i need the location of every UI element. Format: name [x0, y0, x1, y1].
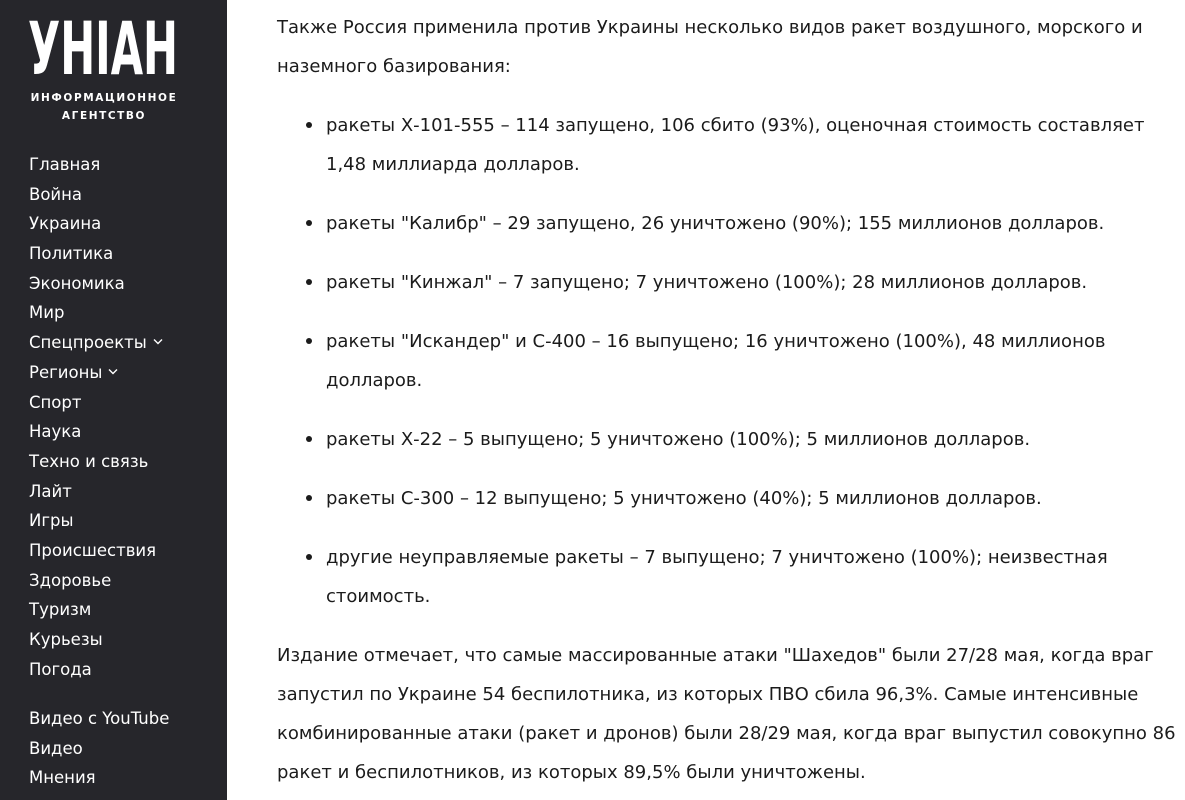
list-item: ракеты Х-101-555 – 114 запущено, 106 сбито (93%), оценочная стоимость составляет 1,48 миллиарда долларов. — [277, 106, 1177, 184]
unian-logo — [27, 0, 179, 92]
sidebar-item-label: Мир — [29, 303, 65, 323]
sidebar-item-label: Спецпроекты — [29, 333, 147, 353]
chevron-down-icon[interactable] — [108, 368, 118, 375]
sidebar-item-label: Спорт — [29, 392, 82, 412]
sidebar-item-label: Лайт — [29, 481, 72, 501]
sidebar-item-label: Туризм — [29, 600, 92, 620]
article-body — [277, 8, 1177, 792]
sidebar-item-label: Наука — [29, 422, 82, 442]
sidebar-item-label: Украина — [29, 214, 102, 234]
chevron-down-icon[interactable] — [153, 338, 163, 345]
list-item: ракеты "Кинжал" – 7 запущено; 7 уничтожено (100%); 28 миллионов долларов. — [277, 263, 1177, 302]
list-item: ракеты С-300 – 12 выпущено; 5 уничтожено (40%); 5 миллионов долларов. — [277, 479, 1177, 518]
missile-list — [277, 106, 1177, 616]
sidebar-item-4[interactable] — [29, 269, 163, 299]
sidebar-item-label: Здоровье — [29, 570, 112, 590]
sidebar-item-label: Игры — [29, 511, 74, 531]
sidebar-item-label: Погода — [29, 659, 92, 679]
sidebar-item-17[interactable] — [29, 655, 163, 685]
sidebar-item-10[interactable] — [29, 447, 163, 477]
article-intro: Также Россия применила против Украины несколько видов ракет воздушного, морского и наземного базирования: — [277, 17, 1143, 77]
logo-subtitle-line2: АГЕНТСТВО — [61, 110, 147, 122]
sidebar-item-label: Политика — [29, 244, 114, 264]
sidebar-item-2[interactable] — [29, 209, 163, 239]
sidebar-item-3[interactable] — [29, 239, 163, 269]
sidebar-item-6[interactable] — [29, 328, 163, 358]
sidebar-item-8[interactable] — [29, 388, 163, 418]
list-item: ракеты "Калибр" – 29 запущено, 26 уничтожено (90%); 155 миллионов долларов. — [277, 204, 1177, 243]
sidebar-secondary-item-0[interactable]: Видео с YouTube — [29, 709, 170, 728]
logo-subtitle — [30, 89, 178, 125]
sidebar-secondary-item-1[interactable]: Видео — [29, 738, 83, 758]
sidebar-item-label: Происшествия — [29, 540, 157, 560]
sidebar-item-label: Техно и связь — [29, 451, 149, 471]
article-paragraph: Издание отмечает, что самые массированные атаки "Шахедов" были 27/28 мая, когда враг запустил по Украине 54 беспилотника, из которых ПВО сбила 96,3%. Самые интенсивные комбинированные атаки (ракет и дронов) были 28/29 мая, когда враг выпустил совокупно 86 ракет и беспилотников, из которых 89,5% были уничтожены. — [277, 645, 1176, 783]
main-nav — [29, 150, 163, 684]
sidebar-item-label: Регионы — [29, 362, 103, 382]
sidebar-item-14[interactable] — [29, 566, 163, 596]
sidebar-secondary-item-2[interactable]: Мнения — [29, 768, 96, 788]
sidebar-item-1[interactable] — [29, 180, 163, 210]
list-item: другие неуправляемые ракеты – 7 выпущено; 7 уничтожено (100%); неизвестная стоимость. — [277, 538, 1177, 616]
list-item: ракеты "Искандер" и С-400 – 16 выпущено; 16 уничтожено (100%), 48 миллионов долларов. — [277, 322, 1177, 400]
sidebar-item-13[interactable] — [29, 536, 163, 566]
sidebar-item-label: Экономика — [29, 273, 125, 293]
sidebar — [0, 0, 227, 800]
sidebar-item-11[interactable] — [29, 477, 163, 507]
sidebar-item-5[interactable] — [29, 298, 163, 328]
sidebar-item-label: Главная — [29, 155, 101, 174]
svg-text:УНІАН: УНІАН — [28, 7, 178, 92]
sidebar-item-12[interactable] — [29, 506, 163, 536]
sidebar-item-16[interactable] — [29, 625, 163, 655]
list-item: ракеты Х-22 – 5 выпущено; 5 уничтожено (100%); 5 миллионов долларов. — [277, 420, 1177, 459]
sidebar-item-label: Курьезы — [29, 630, 103, 649]
logo-subtitle-line1: ИНФОРМАЦИОННОЕ — [30, 92, 178, 104]
sidebar-item-7[interactable] — [29, 358, 163, 388]
sidebar-item-15[interactable] — [29, 595, 163, 625]
sidebar-item-label: Война — [29, 184, 83, 204]
secondary-nav — [29, 704, 169, 793]
sidebar-item-0[interactable] — [29, 150, 163, 180]
sidebar-item-9[interactable] — [29, 417, 163, 447]
